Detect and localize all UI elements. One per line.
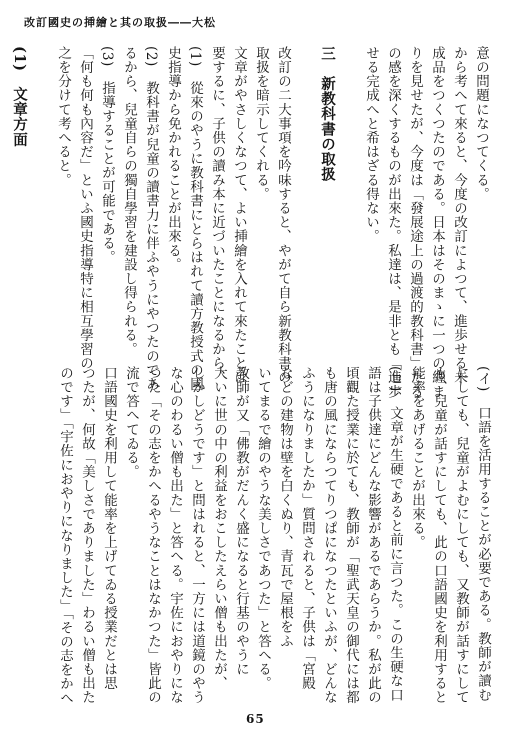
lower-line: ふうになりましたか」質問されると、子供は「宮殿: [299, 366, 315, 691]
lower-line: のです」「宇佐におやりになりました」「その志をかへ: [57, 366, 73, 705]
lower-line: 口語國史を利用して能率を上げてゐる授業だとは思: [101, 366, 117, 691]
lower-line: も唐の風にならつてりつぱになつたといふが、どんな: [321, 366, 337, 705]
upper-line: 要するに、子供の讀み本に近づいたことになるから、: [209, 46, 225, 385]
lower-line: つた「その志をかへるやうなことはなかつた」皆此の: [145, 366, 161, 705]
upper-line: 之を分けて考へると。: [55, 46, 71, 187]
upper-line: 「何も何も內容だ」といふ國史指導特に相互學習の: [77, 46, 93, 371]
running-header: 改訂國史の挿繪と其の取扱――大松: [24, 16, 216, 29]
upper-line: (3) 指導することが可能である。: [99, 46, 115, 265]
lower-line: も、兒童が話すにしても、此の口語國史を利用すると: [431, 366, 447, 705]
upper-line: せる完成へと希はざる得ない。: [363, 46, 379, 244]
upper-line: (1) 從來のやうに教科書にとらはれて讀方教授式の國: [187, 46, 203, 392]
upper-line: 文章がやさしくなつて、よい挿繪を入れて來たことは: [231, 46, 247, 385]
lower-line: (イ) 口語を活用することが必要である。教師が讀む: [475, 366, 491, 703]
subsection-heading: (1) 文章方面: [11, 46, 28, 148]
lower-line: しかしどうです」と問はれると、一方には道鏡のやう: [189, 366, 205, 705]
lower-line: などの建物は壁を白くぬり、青瓦で屋根をふ: [277, 366, 293, 648]
upper-line: [294, 46, 316, 346]
lower-line: 大いに世の中の利益をおこしたえらい僧も出たが、: [211, 366, 227, 691]
upper-line: 取扱を暗示してくれる。: [253, 46, 269, 202]
section-heading: 三 新教科書の取扱: [319, 46, 336, 182]
upper-line: [30, 46, 52, 346]
upper-line: (2) 教科書が兒童の讀書力に伴ふやうにやつたのであ: [143, 46, 159, 392]
lower-line: いてまるで繪のやうな美しさであつた」と答へる。: [255, 366, 271, 691]
upper-line: から考へて來ると、今度の改訂によつて、進歩せる未: [451, 46, 467, 385]
lower-line: にしても、兒童がよむにしても、又教師が話すにして: [453, 366, 469, 705]
upper-line: 改訂の二大事項を吟味すると、やがて自ら新教科書の: [275, 46, 291, 385]
lower-line: 教師が又「佛教がだんく盛になると行基のやうに: [233, 366, 249, 677]
lower-text-block: [54, 366, 494, 705]
lower-line: 能率をあげることが出來る。: [409, 366, 425, 550]
upper-line: の感を深くするものが出來た。私達は、是非とも「進歩: [385, 46, 401, 399]
lower-line: 頃觀た授業に於ても、教師が「聖武天皇の御代には都: [343, 366, 359, 705]
lower-line: (ロ) 文章が生硬であると前に言つた。この生硬な口: [387, 366, 403, 703]
upper-line: るから、兒童自らの獨自學習を建設し得られる。: [121, 46, 137, 357]
upper-line: 成品をつくつたのである。日本はそのまゝに一つの纒ま: [429, 46, 445, 399]
upper-line: 史指導から免かれることが出來る。: [165, 46, 181, 272]
upper-line: 意の問題になつてくる。: [473, 46, 489, 202]
upper-line: りを見せたが、今度は「發展途上の過渡的教科書」たる: [407, 46, 423, 399]
upper-text-block: [8, 46, 492, 399]
page-number: 65: [246, 712, 265, 726]
lower-line: 語は子供達にどんな影響があるであらうか。私が此の: [365, 366, 381, 705]
upper-line: [338, 46, 360, 346]
lower-line: な心のわるい僧も出た」と答へる。宇佐におやりにな: [167, 366, 183, 705]
lower-line: 流で答へてゐる。: [123, 366, 139, 479]
lower-line: つたが、何故「美しさでありました」わるい僧も出た: [79, 366, 95, 705]
